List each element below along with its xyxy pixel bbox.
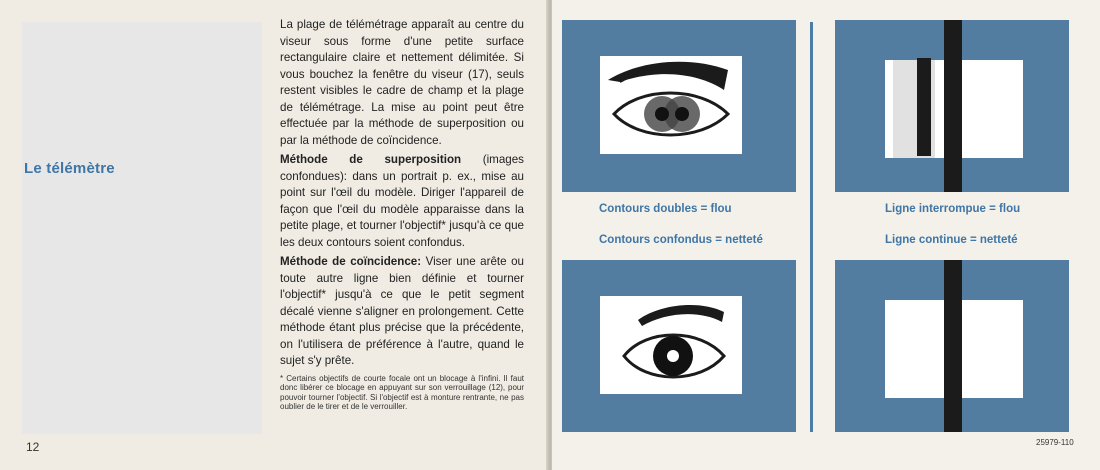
caption-merged-contours: Contours confondus = netteté xyxy=(599,234,763,246)
section-title: Le télémètre xyxy=(24,160,115,177)
viewfinder-double-image xyxy=(562,20,796,192)
right-page xyxy=(552,0,1100,470)
divider-line xyxy=(810,22,813,432)
page-number: 12 xyxy=(26,440,40,454)
superposition-heading: Méthode de superposition xyxy=(280,153,462,166)
rangefinder-patch xyxy=(600,296,742,394)
vertical-edge-line xyxy=(944,20,962,192)
viewfinder-broken-line xyxy=(835,20,1069,192)
coincidence-text: Viser une arête ou toute autre ligne bien définie et tourner l'objectif* jusqu'à ce que le petit segment décalé vienne s'aligner en prolongement. Cette méthode étant plus précise que la précédente, on l'utilisera de préférence à l'autre, quand le sujet s'y prête. xyxy=(280,255,524,367)
footnote: * Certains objectifs de courte focale ont un blocage à l'infini. Il faut donc libérer ce blocage en appuyant sur son verrouillage (12), pour pouvoir tourner l'objectif. Si l'objectif est à monture rentrante, ne pas oublier de le tirer et de le verrouiller. xyxy=(280,373,524,412)
body-text xyxy=(280,17,524,412)
caption-continuous-line: Ligne continue = netteté xyxy=(885,234,1018,246)
viewfinder-continuous-line xyxy=(835,260,1069,432)
left-page xyxy=(0,0,548,470)
coincidence-paragraph xyxy=(280,254,524,370)
vertical-edge-line xyxy=(944,260,962,432)
superposition-text: (images confondues): dans un portrait p. ex., mise au point sur l'œil du modèle. Diriger l'appareil de façon que l'œil du modèle apparaisse dans la petite plage, et tourner l'objectif* jusqu'à ce que les deux contours soient confondus. xyxy=(280,153,524,249)
eye-double-image-icon xyxy=(600,56,742,154)
superposition-paragraph xyxy=(280,152,524,251)
coincidence-heading: Méthode de coïncidence: xyxy=(280,255,422,268)
offset-line-segment xyxy=(917,58,931,156)
left-margin-panel xyxy=(22,22,262,434)
rangefinder-patch xyxy=(600,56,742,154)
caption-broken-line: Ligne interrompue = flou xyxy=(885,203,1021,215)
caption-double-contours: Contours doubles = flou xyxy=(599,203,732,215)
intro-paragraph: La plage de télémétrage apparaît au centre du viseur sous forme d'une petite surface rectangulaire claire et nettement délimitée. Si vous bouchez la fenêtre du viseur (17), seuls restent visibles le cadre de champ et la plage de télémétrage. La mise au point peut être effectuée par la méthode de superposition ou par la méthode de coïncidence. xyxy=(280,18,524,147)
viewfinder-sharp-image xyxy=(562,260,796,432)
eye-sharp-icon xyxy=(600,296,742,394)
reference-number: 25979-110 xyxy=(1036,438,1074,447)
